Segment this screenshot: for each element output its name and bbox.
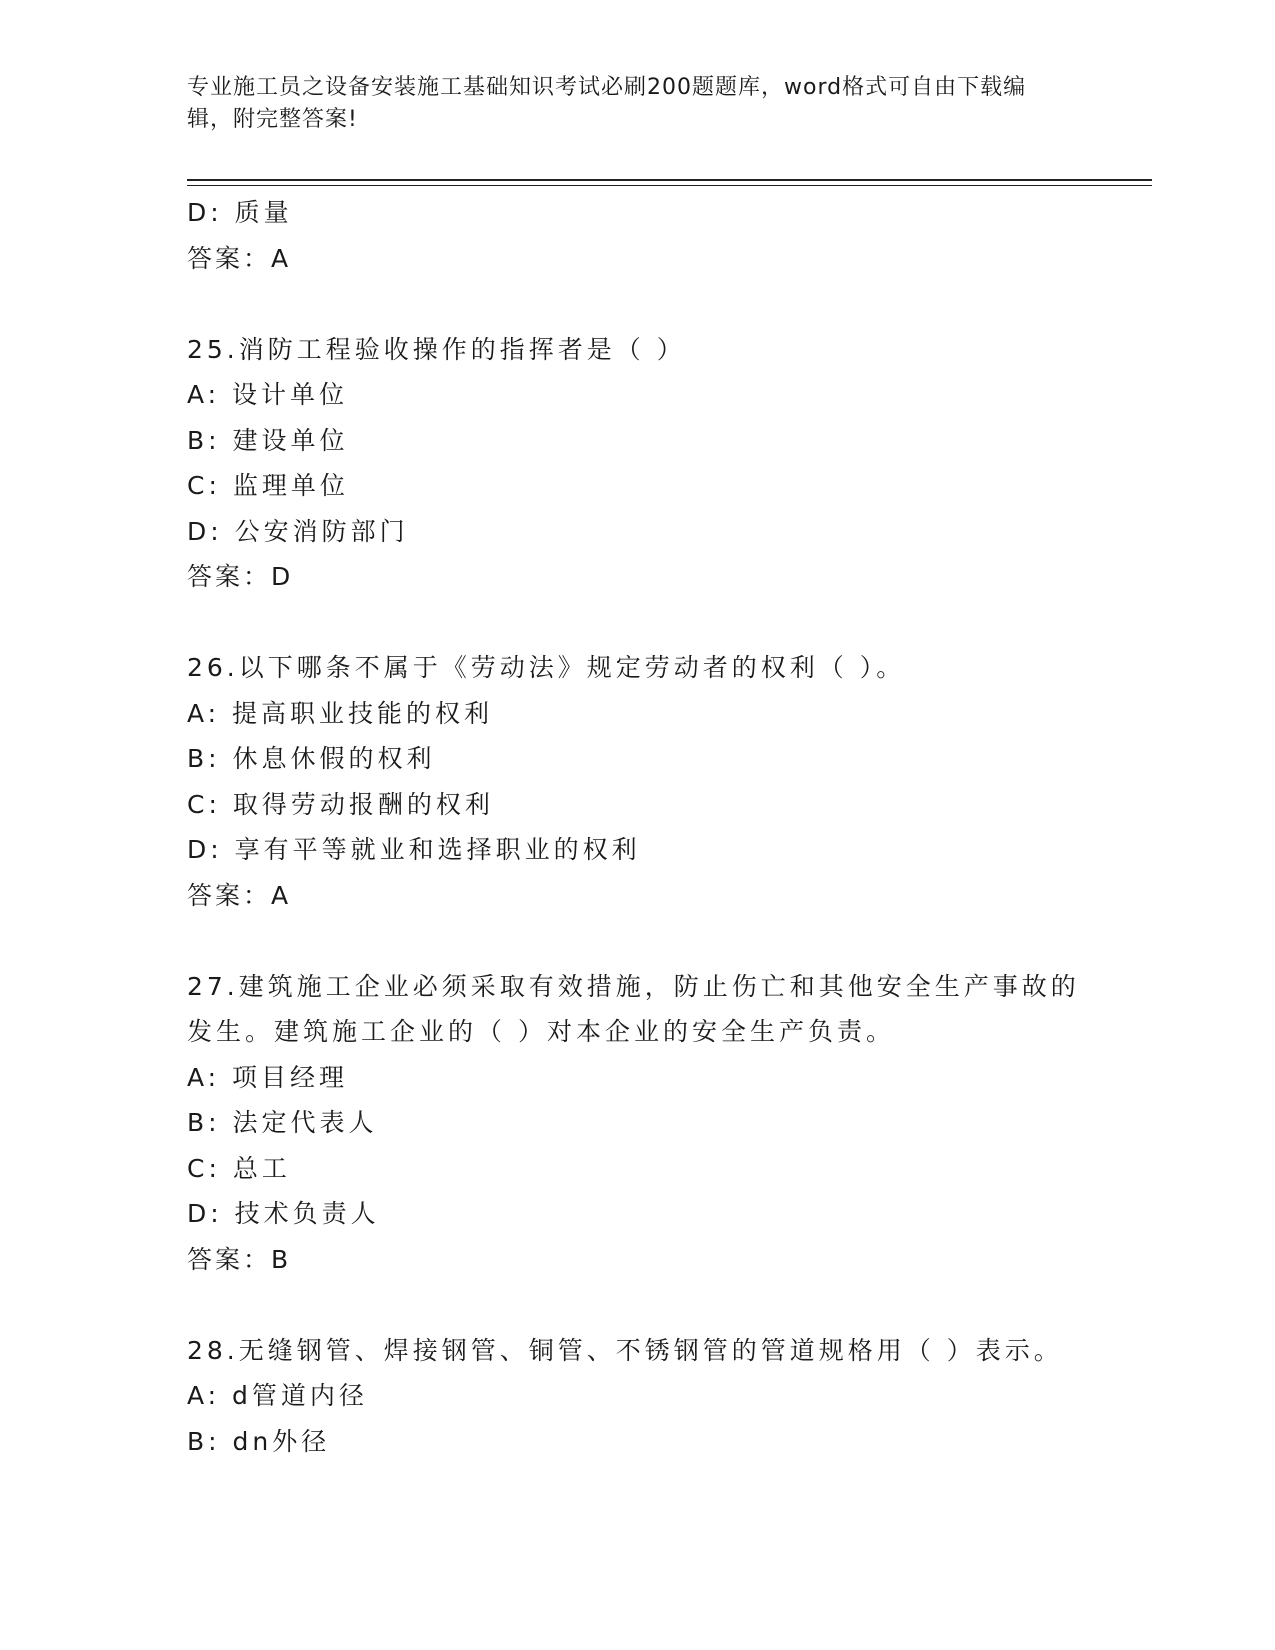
answer: 答案：B xyxy=(187,1244,292,1274)
prev-answer: 答案：A xyxy=(187,243,292,273)
option-d: D: 享有平等就业和选择职业的权利 xyxy=(187,835,641,864)
option-a: A: d管道内径 xyxy=(187,1381,368,1410)
option-c: C: 监理单位 xyxy=(187,471,349,500)
prev-option-d: D: 质量 xyxy=(187,198,293,227)
header-divider-thin xyxy=(187,185,1152,186)
answer: 答案：D xyxy=(187,562,294,591)
question-list xyxy=(187,190,1107,1464)
header-divider xyxy=(187,179,1152,181)
option-c: C: 总工 xyxy=(187,1153,291,1183)
answer: 答案：A xyxy=(187,880,292,910)
page-header-title: 专业施工员之设备安装施工基础知识考试必刷200题题库，word格式可自由下载编辑，附完整答案! xyxy=(187,75,1027,132)
option-b: B: 休息休假的权利 xyxy=(187,744,436,773)
option-a: A: 提高职业技能的权利 xyxy=(187,698,494,728)
spacer xyxy=(187,600,1107,646)
option-b: B: 建设单位 xyxy=(187,425,349,455)
question-stem: 25.消防工程验收操作的指挥者是（ ） xyxy=(187,334,686,364)
question-stem: 26.以下哪条不属于《劳动法》规定劳动者的权利（ ）。 xyxy=(187,653,906,682)
option-a: A: 设计单位 xyxy=(187,380,349,409)
question-stem: 28.无缝钢管、焊接钢管、铜管、不锈钢管的管道规格用（ ）表示。 xyxy=(187,1335,1063,1365)
spacer xyxy=(187,1282,1107,1328)
option-c: C: 取得劳动报酬的权利 xyxy=(187,789,494,819)
option-d: D: 公安消防部门 xyxy=(187,516,409,546)
option-b: B: 法定代表人 xyxy=(187,1108,378,1137)
option-d: D: 技术负责人 xyxy=(187,1199,380,1228)
option-a: A: 项目经理 xyxy=(187,1062,349,1092)
option-b: B: dn外径 xyxy=(187,1426,331,1456)
spacer xyxy=(187,281,1107,327)
question-stem: 27.建筑施工企业必须采取有效措施，防止伤亡和其他安全生产事故的发生。建筑施工企业的（ ）对本企业的安全生产负责。 xyxy=(187,971,1080,1046)
spacer xyxy=(187,918,1107,964)
